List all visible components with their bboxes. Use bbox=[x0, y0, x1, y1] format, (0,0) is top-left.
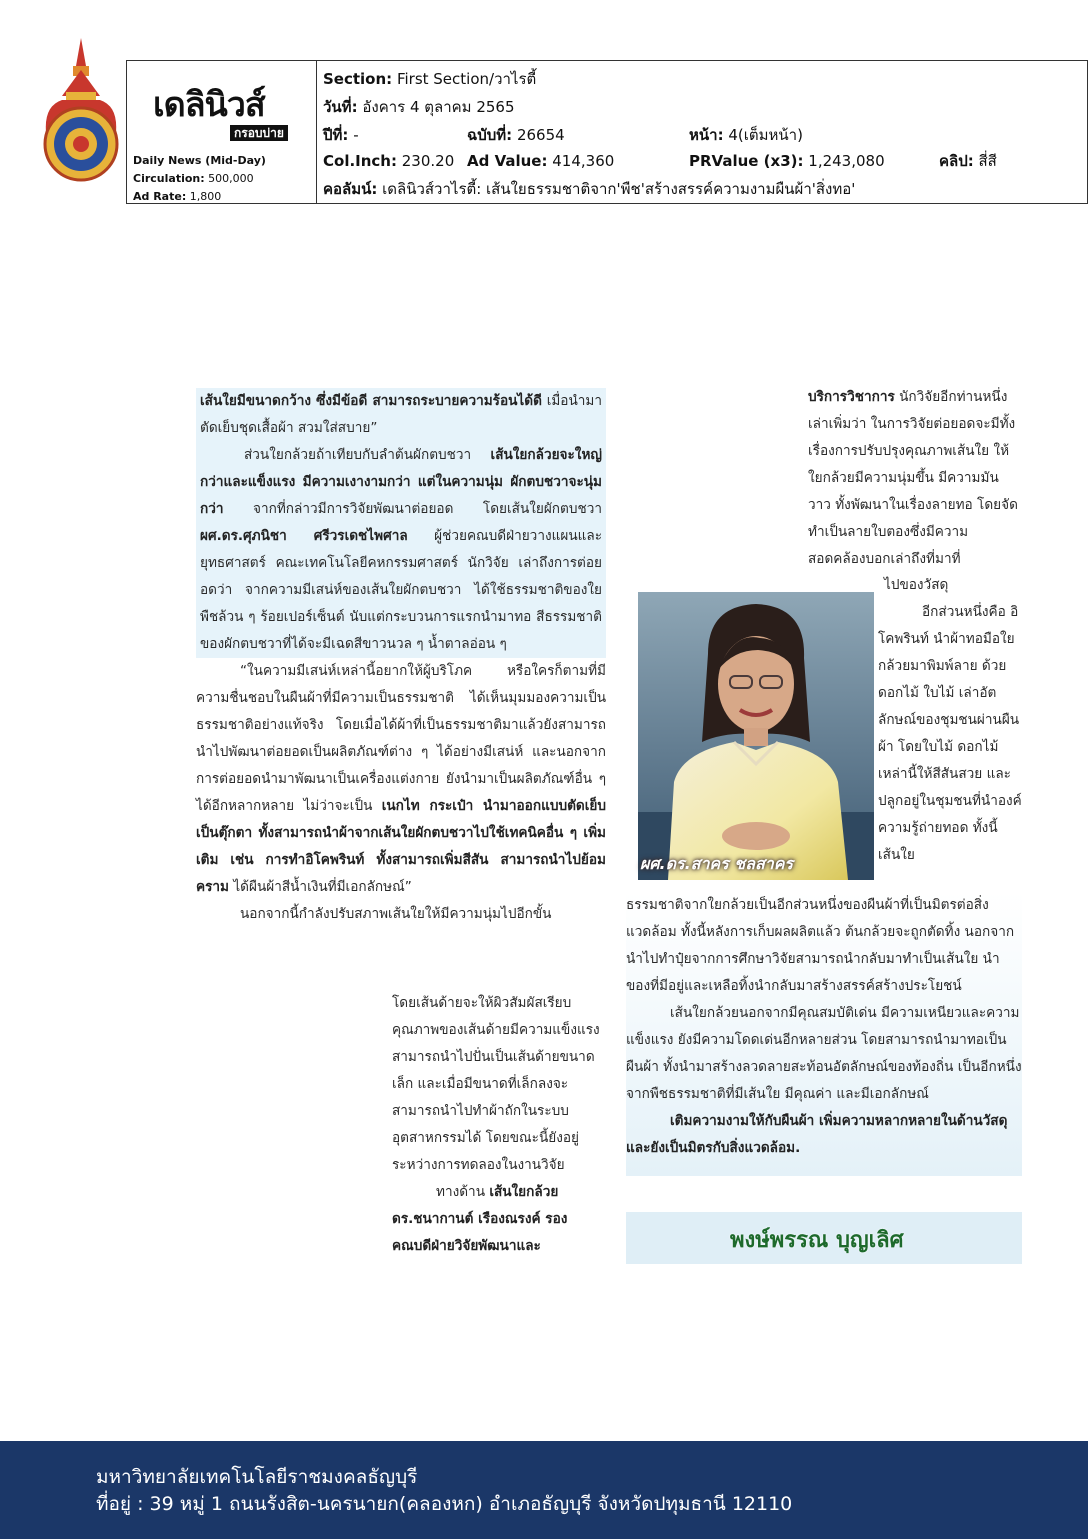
colinch-row bbox=[323, 151, 454, 171]
paragraph bbox=[196, 901, 606, 928]
author-byline: พงษ์พรรณ บุญเลิศ bbox=[730, 1228, 904, 1253]
paragraph-text: ได้ผืนผ้าสีน้ำเงินที่มีเอกลักษณ์” bbox=[229, 879, 412, 895]
ad-rate-value: 1,800 bbox=[189, 190, 222, 203]
paragraph-text: ทางด้าน bbox=[436, 1184, 490, 1200]
issue-value: 26654 bbox=[516, 126, 565, 144]
column-row bbox=[323, 179, 855, 199]
paragraph bbox=[392, 1179, 602, 1260]
year-label: ปีที่: bbox=[323, 126, 349, 144]
article-right-column-beside-photo bbox=[878, 572, 1022, 869]
publication-panel bbox=[127, 61, 317, 203]
photo-caption: ผศ.ดร.สาคร ชลสาคร bbox=[640, 854, 793, 873]
page-row bbox=[689, 125, 803, 145]
paragraph bbox=[878, 572, 1022, 599]
section-row bbox=[323, 69, 536, 89]
bold-phrase: เนกไท กระเป๋า นำมาออกแบบตัดเย็บเป็นตุ๊กตา ทั้งสามารถนำผ้าจากเส้นใยผักตบชวาไปใช้เทคนิคอื่น ๆ เพิ่มเติม เช่น การทำอิโคพรินท์ ทั้งสามารถเพิ่มสีสัน สามารถนำไปย้อมคราม bbox=[196, 798, 606, 895]
ad-rate-label: Ad Rate: bbox=[133, 190, 187, 203]
colinch-value: 230.20 bbox=[401, 152, 455, 170]
page-value: 4(เต็มหน้า) bbox=[728, 126, 803, 144]
section-label: Section: bbox=[323, 70, 393, 88]
bold-phrase: เส้นใยกล้วย ดร.ชนากานต์ เรืองณรงค์ รองคณบดีฝ่ายวิจัยพัฒนาและ bbox=[392, 1184, 568, 1254]
paragraph bbox=[196, 442, 606, 658]
paragraph bbox=[626, 1000, 1022, 1108]
year-row bbox=[323, 125, 359, 145]
paragraph-text: เส้นใยกล้วยนอกจากมีคุณสมบัติเด่น มีความเหนียวและความแข็งแรง ยังมีความโดดเด่นอีกหลายส่วน โดยสามารถนำมาทอเป็นผืนผ้า ทั้งนำมาสร้างลวดลายสะท้อนอัตลักษณ์ของท้องถิ่น เป็นอีกหนึ่งจากพืชธรรมชาติที่มีเส้นใย มีคุณค่า และมีเอกลักษณ์ bbox=[626, 1005, 1022, 1102]
clipping-header bbox=[126, 60, 1088, 204]
paragraph-text: ผู้ช่วยคณบดีฝ่ายวางแผนและยุทธศาสตร์ คณะเทคโนโลยีคหกรรมศาสตร์ นักวิจัย เล่าถึงการต่อยอดว่า จากความมีเสน่ห์ของเส้นใยผักตบชวา ได้ใช้ธรรมชาติของใยพืชล้วน ๆ ร้อยเปอร์เซ็นต์ นับแต่กระบวนการแรกนำมาทอ สีธรรมชาติของผักตบชวาที่ได้จะมีเฉดสีขาวนวล ๆ น้ำตาลอ่อน ๆ bbox=[200, 528, 603, 652]
paragraph-text: เมื่อนำมาตัดเย็บชุดเสื้อผ้า สวมใส่สบาย” bbox=[200, 393, 602, 436]
column-label: คอลัมน์: bbox=[323, 180, 378, 198]
issue-row bbox=[467, 125, 565, 145]
paragraph-text: “ในความมีเสน่ห์เหล่านี้อยากให้ผู้บริโภค หรือใครก็ตามที่มีความชื่นชอบในผืนผ้าที่มีความเป็นธรรมชาติ ได้เห็นมุมมองความเป็นธรรมชาติอย่างแท้จริง โดยเมื่อได้ผ้าที่เป็นธรรมชาติมาแล้วยังสามารถนำไปพัฒนาต่อยอดเป็นผลิตภัณฑ์ต่าง ๆ ได้อย่างมีเสน่ห์ และนอกจากการต่อยอดนำมาพัฒนาเป็นเครื่องแต่งกาย ยังนำมาเป็นผลิตภัณฑ์อื่น ๆ ได้อีกหลากหลาย ไม่ว่าจะเป็น bbox=[196, 663, 606, 814]
paragraph bbox=[626, 892, 1022, 1000]
researcher-name: ผศ.ดร.ศุภนิชา ศรีวรเดชไพศาล bbox=[200, 528, 408, 544]
clip-row bbox=[939, 151, 997, 171]
prvalue-label: PRValue (x3): bbox=[689, 152, 804, 170]
footer-bar bbox=[0, 1441, 1088, 1539]
article-narrow-block bbox=[392, 990, 602, 1260]
issue-label: ฉบับที่: bbox=[467, 126, 513, 144]
footer-address: ที่อยู่ : 39 หมู่ 1 ถนนรังสิต-นครนายก(คลองหก) อำเภอธัญบุรี จังหวัดปทุมธานี 12110 bbox=[96, 1493, 793, 1515]
paragraph bbox=[626, 1108, 1022, 1162]
colinch-label: Col.Inch: bbox=[323, 152, 397, 170]
paragraph bbox=[392, 990, 602, 1179]
paragraph-text: ไปของวัสดุ bbox=[884, 577, 949, 593]
bold-phrase: เส้นใยมีขนาดกว้าง ซึ่งมีข้อดี สามารถระบายความร้อนได้ดี bbox=[200, 393, 542, 409]
edition-tag: กรอบบ่าย bbox=[230, 125, 288, 141]
date-label: วันที่: bbox=[323, 98, 358, 116]
paragraph-text: อีกส่วนหนึ่งคือ อิโคพรินท์ นำผ้าทอมือใยกล้วยมาพิมพ์ลาย ด้วยดอกไม้ ใบไม้ เล่าอัตลักษณ์ของชุมชนผ่านผืนผ้า โดยใบไม้ ดอกไม้เหล่านี้ให้สีสันสวย และปลูกอยู่ในชุมชนที่นำองค์ความรู้ถ่ายทอด ทั้งนี้เส้นใย bbox=[878, 604, 1022, 863]
paragraph-text: โดยเส้นด้ายจะให้ผิวสัมผัสเรียบ คุณภาพของเส้นด้ายมีความแข็งแรงสามารถนำไปปั่นเป็นเส้นด้ายขนาดเล็ก และเมื่อมีขนาดที่เล็กลงจะสามารถนำไปทำผ้าถักในระบบอุตสาหกรรมได้ โดยขณะนี้ยังอยู่ระหว่างการทดลองในงานวิจัย bbox=[392, 995, 600, 1173]
paragraph bbox=[808, 384, 1020, 573]
article-right-column-top bbox=[808, 384, 1020, 573]
circulation-value: 500,000 bbox=[208, 172, 254, 185]
advalue-label: Ad Value: bbox=[467, 152, 548, 170]
column-value: เดลินิวส์วาไรตี้: เส้นใยธรรมชาติจาก'พืช'สร้างสรรค์ความงามผืนผ้า'สิ่งทอ' bbox=[382, 180, 856, 198]
paragraph-text: นักวิจัยอีกท่านหนึ่งเล่าเพิ่มว่า ในการวิจัยต่อยอดจะมีทั้งเรื่องการปรับปรุงคุณภาพเส้นใย ให้ใยกล้วยมีความนุ่มขึ้น มีความมันวาว ทั้งพัฒนาในเรื่องลายทอ โดยจัดทำเป็นลายใบตองซึ่งมีความสอดคล้องบอกเล่าถึงที่มาที่ bbox=[808, 389, 1018, 567]
paragraph bbox=[878, 599, 1022, 869]
closing-statement: เติมความงามให้กับผืนผ้า เพิ่มความหลากหลายในด้านวัสดุและยังเป็นมิตรกับสิ่งแวดล้อม. bbox=[626, 1113, 1008, 1156]
bold-phrase: เส้นใยกล้วยจะใหญ่กว่าและแข็งแรง มีความเงางามกว่า แต่ในความนุ่ม ผักตบชวาจะนุ่มกว่า bbox=[200, 447, 602, 517]
page-label: หน้า: bbox=[689, 126, 724, 144]
masthead-logo: เดลินิวส์ bbox=[153, 85, 265, 125]
bold-phrase: บริการวิชาการ bbox=[808, 389, 895, 405]
advalue-value: 414,360 bbox=[552, 152, 615, 170]
paragraph-text: ธรรมชาติจากใยกล้วยเป็นอีกส่วนหนึ่งของผืนผ้าที่เป็นมิตรต่อสิ่งแวดล้อม ทั้งนี้หลังการเก็บผลผลิตแล้ว ต้นกล้วยจะถูกตัดทิ้ง นอกจากนำไปทำปุ๋ยจากการศึกษาวิจัยสามารถนำกลับมาทำเป็นเส้นใย นำของที่มีอยู่และเหลือทิ้งนำกลับมาสร้างสรรค์สร้างประโยชน์ bbox=[626, 897, 1015, 994]
year-value: - bbox=[353, 126, 359, 144]
paragraph-text: นอกจากนี้กำลังปรับสภาพเส้นใยให้มีความนุ่มไปอีกขั้น bbox=[240, 906, 552, 922]
paragraph-text: จากที่กล่าวมีการวิจัยพัฒนาต่อยอด โดยเส้นใยผักตบชวา bbox=[223, 501, 602, 517]
paragraph bbox=[196, 658, 606, 901]
date-row bbox=[323, 97, 515, 117]
prvalue-value: 1,243,080 bbox=[808, 152, 885, 170]
article-left-column bbox=[196, 388, 606, 928]
prvalue-row bbox=[689, 151, 885, 171]
date-value: อังคาร 4 ตุลาคม 2565 bbox=[362, 98, 515, 116]
clip-value: สี่สี bbox=[978, 152, 997, 170]
paragraph bbox=[196, 388, 606, 442]
clipping-metadata bbox=[323, 67, 1087, 199]
clip-label: คลิป: bbox=[939, 152, 974, 170]
advalue-row bbox=[467, 151, 614, 171]
researcher-photo bbox=[638, 592, 874, 880]
section-value: First Section/วาไรตี้ bbox=[396, 70, 537, 88]
circulation-label: Circulation: bbox=[133, 172, 205, 185]
article-right-column-bottom bbox=[626, 892, 1022, 1176]
publication-name: Daily News (Mid-Day) bbox=[133, 154, 266, 167]
highlight-block bbox=[196, 388, 606, 658]
paragraph-text: ส่วนใยกล้วยถ้าเทียบกับลำต้นผักตบชวา bbox=[244, 447, 491, 463]
university-seal-icon bbox=[40, 36, 122, 182]
footer-institution: มหาวิทยาลัยเทคโนโลยีราชมงคลธัญบุรี bbox=[96, 1466, 418, 1488]
publication-info bbox=[133, 152, 266, 206]
